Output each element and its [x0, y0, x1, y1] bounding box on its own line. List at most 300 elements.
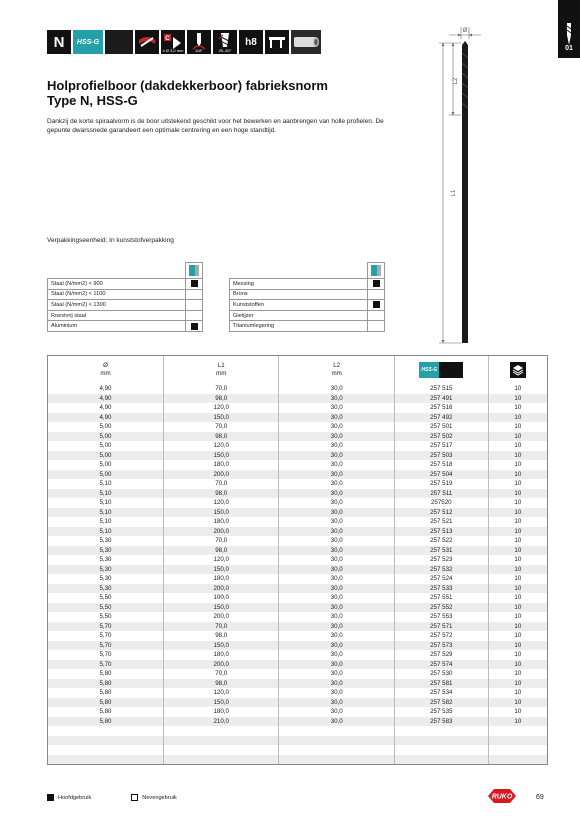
l2-cell: 30,0	[279, 631, 394, 641]
table-row	[48, 384, 547, 394]
article-number-cell: 257 524	[394, 574, 488, 584]
usage-cell	[186, 289, 203, 300]
packaging-unit-cell: 10	[488, 641, 547, 651]
packaging-unit-cell: 10	[488, 622, 547, 632]
material-row	[48, 279, 203, 290]
article-number-cell: 257 517	[394, 441, 488, 451]
diameter-cell: 5,30	[48, 565, 163, 575]
l1-cell: 180,0	[163, 517, 278, 527]
diameter-cell: 5,80	[48, 698, 163, 708]
diameter-cell: 5,00	[48, 451, 163, 461]
empty-cell	[394, 726, 488, 736]
diameter-cell: 5,00	[99, 423, 112, 431]
page-number: 69	[536, 794, 544, 801]
packaging-unit-cell: 10	[488, 660, 547, 670]
article-number-cell: 257 522	[394, 536, 488, 546]
material-row	[48, 300, 203, 311]
article-number-cell: 257 521	[394, 517, 488, 527]
table-row	[48, 698, 547, 708]
l1-cell: 98,0	[163, 631, 278, 641]
diameter-cell: 5,10	[99, 480, 112, 488]
material-row	[48, 310, 203, 321]
table-row	[48, 622, 547, 632]
materials-table-right	[229, 262, 385, 332]
table-row	[48, 460, 547, 470]
packaging-unit-cell: 10	[488, 574, 547, 584]
packaging-unit-cell: 10	[488, 441, 547, 451]
l1-cell: 98,0	[163, 394, 278, 404]
empty-cell	[163, 736, 278, 746]
l2-cell: 30,0	[279, 403, 394, 413]
packaging-unit-cell: 10	[488, 650, 547, 660]
l2-cell: 30,0	[279, 517, 394, 527]
material-name: Staal (N/mm2) < 1300	[48, 300, 186, 311]
packaging-unit-cell: 10	[488, 394, 547, 404]
filled-square-icon	[47, 794, 54, 801]
table-row	[48, 546, 547, 556]
l2-cell: 30,0	[279, 489, 394, 499]
point-angle-118-icon: 118°	[187, 30, 211, 54]
table-row	[48, 593, 547, 603]
article-number-cell: 257 573	[394, 641, 488, 651]
table-row	[48, 394, 547, 404]
empty-cell	[279, 745, 394, 755]
l2-label: L2	[453, 77, 459, 85]
article-number-cell: 257 492	[394, 413, 488, 423]
l1-cell: 120,0	[163, 403, 278, 413]
article-number-cell: 257520	[394, 498, 488, 508]
l2-cell: 30,0	[279, 498, 394, 508]
empty-row	[48, 736, 547, 746]
diameter-cell: 5,70	[99, 651, 112, 659]
article-number-cell: 257 502	[394, 432, 488, 442]
article-number-cell: 257 511	[394, 489, 488, 499]
l1-cell: 98,0	[163, 679, 278, 689]
empty-cell	[163, 745, 278, 755]
table-row	[48, 422, 547, 432]
svg-text:RUKO: RUKO	[491, 793, 513, 801]
material-row	[230, 310, 385, 321]
l1-cell: 70,0	[163, 479, 278, 489]
col-packaging-unit	[488, 356, 547, 384]
article-number-cell: 257 581	[394, 679, 488, 689]
packaging-unit-cell: 10	[488, 612, 547, 622]
l1-cell: 70,0	[163, 536, 278, 546]
diameter-cell: 5,30	[99, 575, 112, 583]
packaging-unit-cell: 10	[488, 460, 547, 470]
table-row	[48, 441, 547, 451]
packaging-unit-cell: 10	[488, 546, 547, 556]
l1-cell: 98,0	[163, 432, 278, 442]
l1-cell: 150,0	[163, 508, 278, 518]
usage-cell	[186, 279, 203, 290]
packaging-unit-cell: 10	[488, 717, 547, 727]
page-title	[47, 78, 328, 108]
col-article-hss-g: HSS-G	[394, 356, 488, 384]
table-header	[48, 356, 547, 384]
empty-row	[48, 745, 547, 755]
article-number-cell: 257 504	[394, 470, 488, 480]
article-number-cell: 257 583	[394, 717, 488, 727]
material-name: Staal (N/mm2) < 900	[48, 279, 186, 290]
material-row	[48, 289, 203, 300]
legend-footer	[47, 794, 177, 801]
l1-cell: 150,0	[163, 698, 278, 708]
table-row	[48, 603, 547, 613]
l1-cell: 200,0	[163, 584, 278, 594]
empty-cell	[279, 755, 394, 765]
l1-cell: 70,0	[163, 622, 278, 632]
article-number-cell: 257 503	[394, 451, 488, 461]
l1-cell: 200,0	[163, 470, 278, 480]
l2-cell: 30,0	[279, 584, 394, 594]
diameter-cell: 5,30	[48, 584, 163, 594]
l1-cell: 70,0	[163, 669, 278, 679]
chapter-number: 01	[565, 45, 573, 52]
material-row	[230, 279, 385, 290]
l2-cell: 30,0	[279, 679, 394, 689]
table-row	[48, 612, 547, 622]
l2-cell: 30,0	[279, 622, 394, 632]
diameter-cell: 5,00	[48, 432, 163, 442]
table-row	[48, 650, 547, 660]
article-number-cell: 257 523	[394, 555, 488, 565]
packaging-unit-cell: 10	[488, 536, 547, 546]
l1-cell: 180,0	[163, 707, 278, 717]
table-row	[48, 631, 547, 641]
diameter-cell: 5,80	[99, 670, 112, 678]
l2-cell: 30,0	[279, 641, 394, 651]
empty-cell	[163, 726, 278, 736]
l2-cell: 30,0	[279, 688, 394, 698]
l2-cell: 30,0	[279, 441, 394, 451]
table-row	[48, 717, 547, 727]
usage-cell	[186, 310, 203, 321]
packaging-unit-cell: 10	[488, 384, 547, 394]
l1-cell: 150,0	[163, 565, 278, 575]
diameter-cell: 5,80	[99, 708, 112, 716]
hss-material-icon	[189, 265, 199, 276]
usage-cell	[186, 321, 203, 332]
table-row	[48, 707, 547, 717]
article-number-cell: 257 534	[394, 688, 488, 698]
article-number-cell: 257 551	[394, 593, 488, 603]
col-l2: L2 mm	[279, 356, 394, 384]
empty-cell	[488, 745, 547, 755]
spiral-drill-icon	[135, 30, 159, 54]
table-row	[48, 574, 547, 584]
table-row	[48, 660, 547, 670]
dark-texture-icon	[105, 30, 133, 54]
l2-cell: 30,0	[279, 717, 394, 727]
packaging-note: Verpakkingseenheid: In kunststofverpakking	[47, 237, 174, 244]
diameter-cell: 5,10	[48, 489, 163, 499]
packaging-unit-cell: 10	[488, 679, 547, 689]
packaging-unit-cell: 10	[488, 451, 547, 461]
diameter-cell: 5,80	[99, 689, 112, 697]
packaging-unit-cell: 10	[488, 413, 547, 423]
empty-cell	[48, 736, 163, 746]
diameter-cell: 4,90	[99, 404, 112, 412]
property-icon-strip	[47, 30, 321, 54]
l1-cell: 120,0	[163, 441, 278, 451]
usage-cell	[368, 310, 385, 321]
l2-cell: 30,0	[279, 650, 394, 660]
drill-dimension-drawing	[425, 25, 495, 350]
l1-cell: 120,0	[163, 498, 278, 508]
material-name: Messing	[230, 279, 368, 290]
l2-cell: 30,0	[279, 612, 394, 622]
l2-cell: 30,0	[279, 603, 394, 613]
empty-cell	[488, 755, 547, 765]
empty-row	[48, 726, 547, 736]
col-diameter: Ø mm	[100, 362, 111, 377]
l1-cell: 180,0	[163, 574, 278, 584]
l2-cell: 30,0	[279, 527, 394, 537]
usage-cell	[368, 321, 385, 332]
table-row	[48, 536, 547, 546]
material-row	[230, 321, 385, 332]
packaging-unit-cell: 10	[488, 707, 547, 717]
article-number-cell: 257 491	[394, 394, 488, 404]
diameter-cell: 5,30	[48, 546, 163, 556]
diameter-cell: 5,10	[48, 527, 163, 537]
l1-cell: 200,0	[163, 660, 278, 670]
article-number-cell: 257 529	[394, 650, 488, 660]
table-row	[48, 688, 547, 698]
materials-table-left	[47, 262, 203, 332]
l2-cell: 30,0	[279, 546, 394, 556]
packaging-unit-cell: 10	[488, 669, 547, 679]
table-row	[48, 565, 547, 575]
diameter-cell: 5,50	[48, 603, 163, 613]
packaging-unit-cell: 10	[488, 422, 547, 432]
diameter-cell: 5,70	[99, 632, 112, 640]
diameter-cell: 5,70	[48, 660, 163, 670]
l2-cell: 30,0	[279, 460, 394, 470]
diameter-cell: 5,00	[99, 461, 112, 469]
l1-cell: 210,0	[163, 717, 278, 727]
packaging-unit-cell: 10	[488, 688, 547, 698]
main-use-square-icon	[373, 301, 380, 308]
l1-cell: 98,0	[163, 489, 278, 499]
title-line-1: Holprofielboor (dakdekkerboor) fabrieksnorm	[47, 78, 328, 93]
usage-cell	[368, 300, 385, 311]
table-row	[48, 584, 547, 594]
article-number-cell: 257 515	[394, 384, 488, 394]
diameter-cell: 4,90	[48, 394, 163, 404]
l1-cell: 150,0	[163, 451, 278, 461]
l1-cell: 70,0	[163, 384, 278, 394]
l1-label: L1	[451, 189, 457, 197]
table-row	[48, 451, 547, 461]
table-row	[48, 432, 547, 442]
material-name: Aluminium	[48, 321, 186, 332]
table-row	[48, 679, 547, 689]
l2-cell: 30,0	[279, 669, 394, 679]
article-number-cell: 257 535	[394, 707, 488, 717]
diameter-cell: 5,00	[48, 470, 163, 480]
table-row	[48, 508, 547, 518]
l2-cell: 30,0	[279, 432, 394, 442]
diameter-cell: 5,80	[48, 717, 163, 727]
table-row	[48, 413, 547, 423]
product-description: Dankzij de korte spiraalvorm is de boor uitstekend geschikt voor het bewerken en aanbrengen van holle profielen. De gepunte dwarssnede garandeert een optimale centrering en een hoge standtijd.	[47, 118, 384, 134]
table-row	[48, 403, 547, 413]
diameter-cell: 5,10	[99, 518, 112, 526]
hss-g-icon: HSS-G	[73, 30, 103, 54]
material-name: Kunststoffen	[230, 300, 368, 311]
legend-secondary-use: Nevengebruik	[131, 794, 177, 801]
l1-cell: 150,0	[163, 603, 278, 613]
l2-cell: 30,0	[279, 660, 394, 670]
l1-cell: 70,0	[163, 422, 278, 432]
l1-cell: 100,0	[163, 593, 278, 603]
table-row	[48, 479, 547, 489]
l1-cell: 180,0	[163, 650, 278, 660]
article-number-cell: 257 574	[394, 660, 488, 670]
packaging-unit-cell: 10	[488, 698, 547, 708]
article-table	[47, 355, 548, 765]
article-number-cell: 257 518	[394, 460, 488, 470]
empty-cell	[48, 745, 163, 755]
l2-cell: 30,0	[279, 574, 394, 584]
table-row	[48, 517, 547, 527]
article-number-cell: 257 582	[394, 698, 488, 708]
article-number-cell: 257 519	[394, 479, 488, 489]
l1-cell: 120,0	[163, 688, 278, 698]
diameter-label: Ø	[462, 28, 468, 34]
l1-cell: 120,0	[163, 555, 278, 565]
article-number-cell: 257 571	[394, 622, 488, 632]
material-name: Brons	[230, 289, 368, 300]
diameter-cell: 5,80	[48, 679, 163, 689]
usage-cell	[186, 300, 203, 311]
material-row	[48, 321, 203, 332]
hss-material-icon	[371, 265, 381, 276]
article-number-cell: 257 572	[394, 631, 488, 641]
empty-cell	[488, 736, 547, 746]
diameter-cell: 4,90	[99, 385, 112, 393]
article-number-cell: 257 501	[394, 422, 488, 432]
type-n-icon: N	[47, 30, 71, 54]
l2-cell: 30,0	[279, 384, 394, 394]
diameter-cell: 4,90	[48, 413, 163, 423]
packaging-unit-cell: 10	[488, 555, 547, 565]
h8-tolerance-icon: h8	[239, 30, 263, 54]
l2-cell: 30,0	[279, 422, 394, 432]
material-name: Staal (N/mm2) < 1100	[48, 289, 186, 300]
l2-cell: 30,0	[279, 508, 394, 518]
diameter-cell: 5,70	[48, 641, 163, 651]
table-row	[48, 641, 547, 651]
article-number-cell: 257 516	[394, 403, 488, 413]
diameter-cell: 5,00	[99, 442, 112, 450]
empty-cell	[394, 755, 488, 765]
l2-cell: 30,0	[279, 451, 394, 461]
packaging-unit-cell: 10	[488, 403, 547, 413]
diameter-cell: 5,50	[99, 594, 112, 602]
l1-cell: 150,0	[163, 641, 278, 651]
empty-cell	[394, 745, 488, 755]
l1-cell: 98,0	[163, 546, 278, 556]
l1-cell: 200,0	[163, 612, 278, 622]
main-use-square-icon	[191, 323, 198, 330]
packaging-unit-cell: 10	[488, 470, 547, 480]
l2-cell: 30,0	[279, 470, 394, 480]
table-row	[48, 489, 547, 499]
svg-text:C: C	[165, 36, 170, 42]
cone-c-icon: C ≥ Ø 3,0 mm	[161, 30, 185, 54]
main-use-square-icon	[191, 280, 198, 287]
pipe-icon	[291, 30, 321, 54]
article-number-cell: 257 552	[394, 603, 488, 613]
col-l1: L1 mm	[163, 356, 278, 384]
caliper-icon	[265, 30, 289, 54]
article-number-cell: 257 530	[394, 669, 488, 679]
packaging-unit-cell: 10	[488, 631, 547, 641]
empty-cell	[279, 726, 394, 736]
material-name: Roestvrij staal	[48, 310, 186, 321]
l1-cell: 180,0	[163, 460, 278, 470]
empty-cell	[48, 726, 163, 736]
diameter-cell: 5,50	[99, 613, 112, 621]
table-row	[48, 498, 547, 508]
packaging-unit-cell: 10	[488, 498, 547, 508]
legend-main-use: Hoofdgebruik	[47, 794, 91, 801]
table-row	[48, 555, 547, 565]
title-line-2: Type N, HSS-G	[47, 93, 138, 108]
l2-cell: 30,0	[279, 394, 394, 404]
material-name: Gietijzer	[230, 310, 368, 321]
empty-square-icon	[131, 794, 138, 801]
packaging-unit-cell: 10	[488, 517, 547, 527]
packaging-unit-cell: 10	[488, 432, 547, 442]
empty-cell	[48, 755, 163, 765]
material-row	[230, 289, 385, 300]
packaging-unit-cell: 10	[488, 489, 547, 499]
packaging-unit-cell: 10	[488, 593, 547, 603]
main-use-square-icon	[373, 280, 380, 287]
empty-cell	[279, 736, 394, 746]
packaging-unit-cell: 10	[488, 479, 547, 489]
l2-cell: 30,0	[279, 698, 394, 708]
material-name: Titaniumlegering	[230, 321, 368, 332]
packaging-unit-cell: 10	[488, 565, 547, 575]
packaging-unit-cell: 10	[488, 584, 547, 594]
packaging-unit-cell: 10	[488, 527, 547, 537]
chapter-tab	[558, 0, 580, 58]
l2-cell: 30,0	[279, 565, 394, 575]
article-number-cell: 257 531	[394, 546, 488, 556]
article-number-cell: 257 553	[394, 612, 488, 622]
diameter-cell: 5,10	[48, 508, 163, 518]
empty-cell	[394, 736, 488, 746]
l1-cell: 200,0	[163, 527, 278, 537]
article-number-cell: 257 532	[394, 565, 488, 575]
l2-cell: 30,0	[279, 555, 394, 565]
helix-angle-icon: 25–30°	[213, 30, 237, 54]
diameter-cell: 5,30	[99, 556, 112, 564]
l2-cell: 30,0	[279, 413, 394, 423]
table-row	[48, 470, 547, 480]
table-row	[48, 527, 547, 537]
usage-cell	[368, 289, 385, 300]
packaging-unit-cell: 10	[488, 603, 547, 613]
empty-row	[48, 755, 547, 765]
l1-cell: 150,0	[163, 413, 278, 423]
diameter-cell: 5,10	[99, 499, 112, 507]
